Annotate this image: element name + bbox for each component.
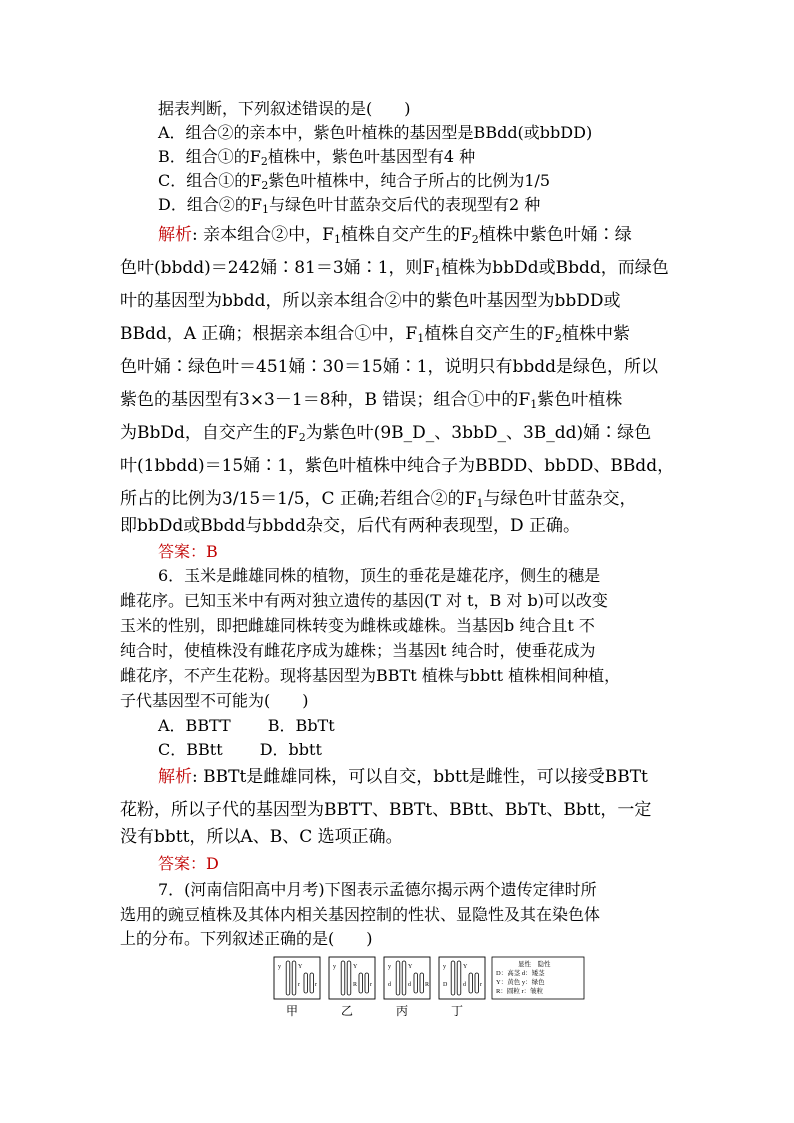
- q6-line-5: 雌花序，不产生花粉。现将基因型为BBTt 植株与bbtt 植株相间种植，: [120, 666, 621, 685]
- q6-line-1: 6．玉米是雌雄同株的植物，顶生的垂花是雄花序，侧生的穗是: [158, 566, 601, 585]
- legend-row-color: Y：黄色 y：绿色: [496, 979, 545, 986]
- chromosome: [414, 973, 418, 993]
- chromosome: [304, 973, 308, 993]
- legend-row-height: D：高茎 d：矮茎: [496, 970, 545, 977]
- q5-analysis-line-7: 为BbDd，自交产生的$F_2$为紫色叶(9B_D_、3bbD_、3B_dd)㛚∶绿色: [120, 423, 652, 444]
- panel-caption-bing: 丙: [396, 1004, 409, 1018]
- gene-label: R: [353, 982, 358, 988]
- q5-analysis-line-6: 紫色的基因型有3×3－1＝8种，B 错误；组合①中的$F_1$紫色叶植株: [120, 390, 623, 411]
- gene-label: D: [443, 982, 448, 988]
- q6-options-row-1: A．BBTT B．BbTt: [158, 716, 335, 735]
- gene-label: d: [408, 982, 411, 988]
- gene-label: d: [388, 982, 391, 988]
- chromosome: [469, 973, 473, 993]
- gene-label: y: [388, 964, 391, 970]
- cell-panel-2: [329, 957, 375, 999]
- q6-answer: 答案：D: [158, 854, 219, 873]
- gene-label: Y: [463, 964, 468, 970]
- q6-analysis-line-2: 花粉，所以子代的基因型为BBTT、BBTt、BBtt、BbTt、Bbtt，一定: [120, 800, 652, 820]
- gene-label: r: [370, 982, 372, 988]
- chromosome: [347, 961, 351, 995]
- q5-option-b: B．组合①的$F_2$植株中，紫色叶基因型有4 种: [158, 147, 476, 168]
- chromosome: [475, 973, 479, 993]
- q6-line-3: 玉米的性别，即把雌雄同株转变为雌株或雄株。当基因b 纯合且t 不: [120, 616, 595, 635]
- chromosome: [310, 973, 314, 993]
- q5-option-a: A．组合②的亲本中，紫色叶植株的基因型是BBdd(或bbDD): [158, 123, 593, 142]
- q5-analysis-line-9: 所占的比例为3/15＝1/5，C 正确;若组合②的$F_1$与绿色叶甘蓝杂交，: [120, 489, 637, 510]
- gene-label: r: [298, 982, 300, 988]
- cell-panel-3: [384, 957, 430, 999]
- q6-line-6: 子代基因型不可能为( ): [120, 691, 309, 710]
- q6-options-row-2: C．BBtt D．bbtt: [158, 740, 322, 759]
- gene-label: R: [425, 982, 430, 988]
- gene-label: Y: [408, 964, 413, 970]
- q7-line-3: 上的分布。下列叙述正确的是( ): [120, 929, 373, 948]
- gene-label: r: [315, 982, 317, 988]
- panel-caption-jia: 甲: [286, 1004, 299, 1018]
- chromosome: [451, 961, 455, 995]
- q5-stem: 据表判断，下列叙述错误的是( ): [158, 99, 411, 118]
- legend-row-shape: R：圆粒 r：皱粒: [496, 988, 544, 995]
- chromosome: [457, 961, 461, 995]
- q5-analysis-line-3: 叶的基因型为bbdd，所以亲本组合②中的紫色叶基因型为bbDD或: [120, 291, 621, 311]
- q5-analysis-line-4: BBdd，A 正确；根据亲本组合①中，$F_1$植株自交产生的$F_2$植株中紫: [120, 324, 631, 345]
- legend-header: 显性 隐性: [518, 961, 551, 968]
- chromosome: [292, 961, 296, 995]
- gene-label: Y: [353, 964, 358, 970]
- gene-label: y: [443, 964, 446, 970]
- q5-analysis-line-8: 叶(1bbdd)＝15㛚∶1，紫色叶植株中纯合子为BBDD、bbDD、BBdd，: [120, 456, 675, 476]
- q5-analysis-line-5: 色叶㛚∶绿色叶＝451㛚∶30＝15㛚∶1，说明只有bbdd是绿色，所以: [120, 357, 659, 377]
- cell-panel-1: [274, 957, 320, 999]
- legend-box: [492, 957, 584, 999]
- q5-analysis-line-2: 色叶(bbdd)＝242㛚∶81＝3㛚∶1，则$F_1$植株为bbDd或Bbdd，而绿色: [120, 258, 669, 279]
- q5-analysis-line-1: 解析: 亲本组合②中，$F_1$植株自交产生的$F_2$植株中紫色叶㛚∶绿: [158, 225, 632, 246]
- chromosome: [341, 961, 345, 995]
- q6-line-4: 纯合时，使植株没有雌花序成为雄株；当基因t 纯合时，使垂花成为: [120, 641, 596, 660]
- gene-label: y: [278, 964, 281, 970]
- gene-label: r: [480, 982, 482, 988]
- chromosome: [402, 961, 406, 995]
- panel-caption-yi: 乙: [341, 1004, 354, 1018]
- q6-analysis-line-1: 解析: BBTt是雌雄同株，可以自交，bbtt是雌性，可以接受BBTt: [158, 767, 648, 787]
- q7-line-2: 选用的豌豆植株及其体内相关基因控制的性状、显隐性及其在染色体: [120, 905, 601, 924]
- q7-line-1: 7．(河南信阳高中月考)下图表示孟德尔揭示两个遗传定律时所: [158, 880, 597, 899]
- chromosome-figure: [270, 953, 590, 1023]
- gene-label: Y: [298, 964, 303, 970]
- chromosome: [286, 961, 290, 995]
- gene-label: y: [333, 964, 336, 970]
- chromosome: [365, 973, 369, 993]
- cell-panel-4: [439, 957, 485, 999]
- q5-analysis-line-10: 即bbDd或Bbdd与bbdd杂交，后代有两种表现型，D 正确。: [120, 516, 580, 536]
- panel-caption-ding: 丁: [451, 1004, 464, 1018]
- q5-answer: 答案：B: [158, 542, 218, 561]
- q6-line-2: 雌花序。已知玉米中有两对独立遗传的基因(T 对 t，B 对 b)可以改变: [120, 591, 608, 610]
- q6-analysis-line-3: 没有bbtt，所以A、B、C 选项正确。: [120, 827, 403, 847]
- chromosome: [420, 973, 424, 993]
- q5-option-c: C．组合①的$F_2$紫色叶植株中，纯合子所占的比例为1/5: [158, 171, 551, 192]
- gene-label: d: [463, 982, 466, 988]
- q5-option-d: D．组合②的$F_1$与绿色叶甘蓝杂交后代的表现型有2 种: [158, 195, 541, 216]
- chromosome: [396, 961, 400, 995]
- chromosome: [359, 973, 363, 993]
